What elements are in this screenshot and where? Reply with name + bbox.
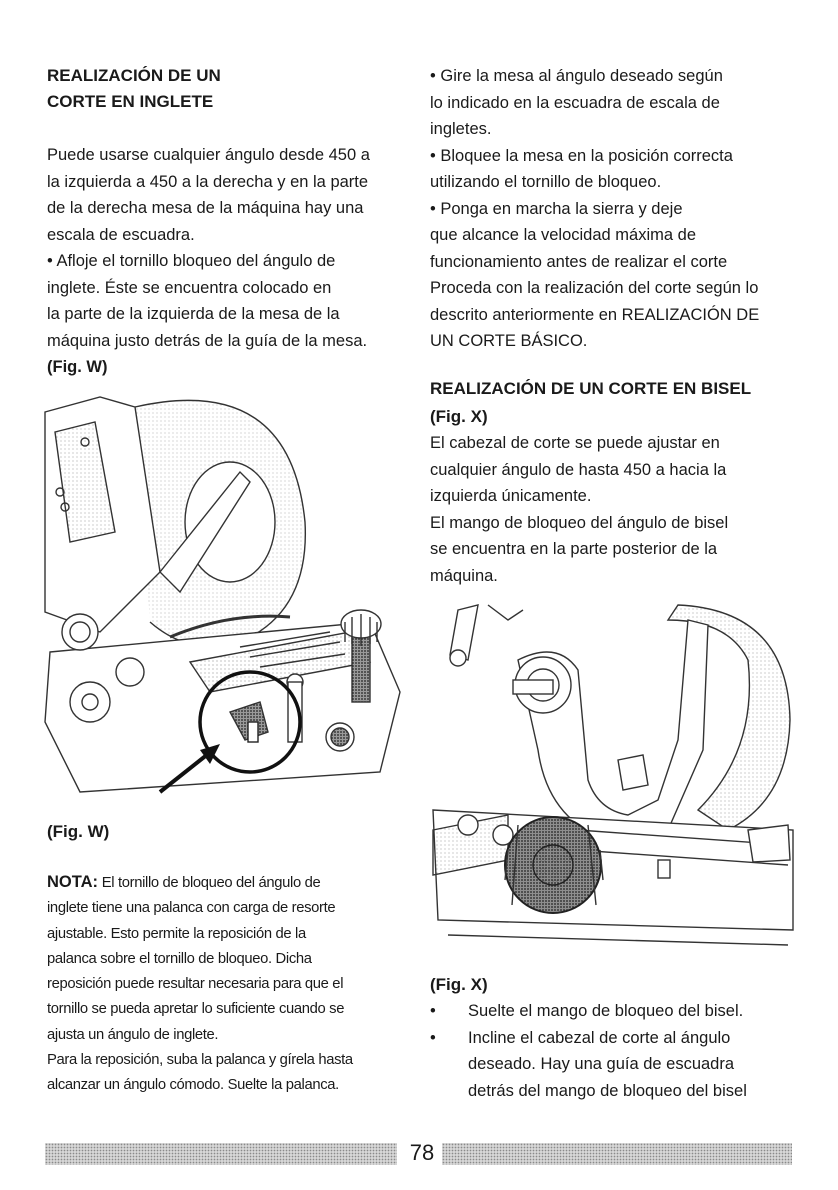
note-line: palanca sobre el tornillo de bloqueo. Dicha bbox=[47, 950, 312, 967]
miter-saw-illustration bbox=[40, 392, 412, 810]
note-text: El tornillo de bloqueo del ángulo de bbox=[98, 875, 321, 891]
list-item bbox=[430, 1025, 810, 1052]
text-line: • Bloquee la mesa en la posición correcta bbox=[430, 146, 733, 165]
section-heading-bevel: REALIZACIÓN DE UN CORTE EN BISEL bbox=[430, 379, 752, 398]
text-line: • Afloje el tornillo bloqueo del ángulo de bbox=[47, 252, 336, 270]
note-line: inglete tiene una palanca con carga de resorte bbox=[47, 900, 336, 917]
text-line: UN CORTE BÁSICO. bbox=[430, 332, 588, 350]
text-line: descrito anteriormente en REALIZACIÓN DE bbox=[430, 305, 760, 324]
figure-caption-x: (Fig. X) bbox=[430, 975, 488, 994]
note-line: reposición puede resultar necesaria para que el bbox=[47, 976, 344, 993]
note-line: Para la reposición, suba la palanca y gírela hasta bbox=[47, 1052, 353, 1069]
text-line: utilizando el tornillo de bloqueo. bbox=[430, 173, 662, 191]
text-line: inglete. Éste se encuentra colocado en bbox=[47, 278, 332, 297]
bullet-marker: • bbox=[430, 1028, 436, 1047]
footer-bar-right bbox=[442, 1143, 792, 1165]
note-first-line bbox=[47, 870, 417, 896]
list-item-text: Incline el cabezal de corte al ángulo bbox=[468, 1028, 731, 1047]
text-line: máquina. bbox=[430, 566, 498, 585]
section-heading-miter bbox=[47, 63, 221, 115]
page-number: 78 bbox=[409, 1140, 435, 1165]
text-line: El mango de bloqueo del ángulo de bisel bbox=[430, 513, 729, 532]
note-label: NOTA: bbox=[47, 873, 99, 891]
text-line: cualquier ángulo de hasta 450 a hacia la bbox=[430, 460, 727, 479]
list-item-text: deseado. Hay una guía de escuadra bbox=[468, 1055, 735, 1073]
text-line: Puede usarse cualquier ángulo desde 450 a bbox=[47, 146, 370, 164]
bevel-steps bbox=[430, 998, 810, 1104]
figure-caption-w: (Fig. W) bbox=[47, 822, 110, 841]
figure-w bbox=[40, 392, 412, 810]
note-line: alcanzar un ángulo cómodo. Suelte la palanca. bbox=[47, 1077, 339, 1094]
text-line: ingletes. bbox=[430, 120, 492, 138]
text-line: que alcance la velocidad máxima de bbox=[430, 226, 696, 244]
text-line: la parte de la izquierda de la mesa de la bbox=[47, 305, 340, 323]
list-item-text: Suelte el mango de bloqueo del bisel. bbox=[468, 1002, 744, 1020]
text-line: lo indicado en la escuadra de escala de bbox=[430, 93, 720, 112]
note-line: ajusta un ángulo de inglete. bbox=[47, 1026, 219, 1043]
text-line: izquierda únicamente. bbox=[430, 487, 592, 505]
heading-line-1: REALIZACIÓN DE UN bbox=[47, 66, 221, 85]
list-item bbox=[430, 998, 810, 1025]
footer-bar-left bbox=[45, 1143, 397, 1165]
text-line: máquina justo detrás de la guía de la mesa. bbox=[47, 331, 368, 350]
bevel-section bbox=[430, 376, 810, 589]
figure-reference-w: (Fig. W) bbox=[47, 358, 108, 376]
text-line: la izquierda a 450 a la derecha y en la parte bbox=[47, 172, 369, 191]
text-line: El cabezal de corte se puede ajustar en bbox=[430, 434, 720, 452]
text-line: Proceda con la realización del corte según lo bbox=[430, 279, 759, 297]
text-line: funcionamiento antes de realizar el corte bbox=[430, 252, 728, 271]
text-line: de la derecha mesa de la máquina hay una bbox=[47, 199, 364, 217]
miter-steps bbox=[430, 63, 810, 355]
text-line: escala de escuadra. bbox=[47, 225, 195, 244]
list-item-continuation bbox=[430, 1051, 810, 1078]
bevel-knob-illustration bbox=[428, 600, 798, 972]
text-line: • Gire la mesa al ángulo deseado según bbox=[430, 67, 723, 85]
list-item-continuation bbox=[430, 1078, 810, 1105]
figure-x bbox=[428, 600, 798, 972]
intro-paragraph bbox=[47, 142, 407, 381]
bullet-marker: • bbox=[430, 1002, 436, 1020]
text-line: se encuentra en la parte posterior de la bbox=[430, 540, 718, 558]
note-line: tornillo se pueda apretar lo suficiente cuando se bbox=[47, 1001, 345, 1018]
heading-line-2: CORTE EN INGLETE bbox=[47, 92, 214, 111]
note-line: ajustable. Esto permite la reposición de la bbox=[47, 925, 306, 942]
figure-reference-x: (Fig. X) bbox=[430, 407, 488, 426]
text-line: • Ponga en marcha la sierra y deje bbox=[430, 199, 683, 218]
note-block bbox=[47, 870, 417, 1099]
list-item-text: detrás del mango de bloqueo del bisel bbox=[468, 1081, 747, 1100]
